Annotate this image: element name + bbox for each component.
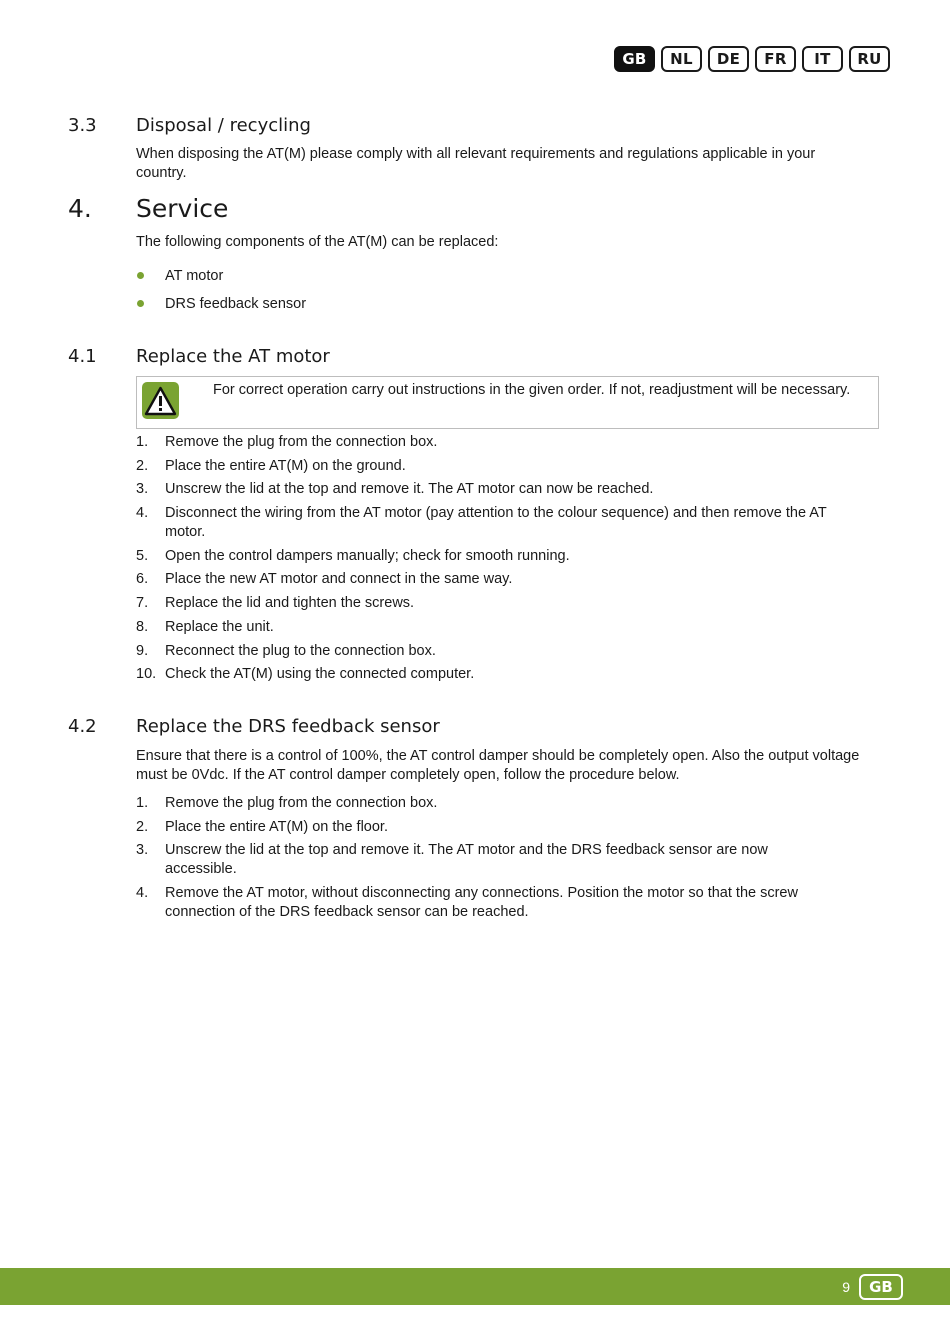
language-tab-nl[interactable]: NL [661,46,702,72]
bullet-icon [137,272,144,279]
list-item: 10. Check the AT(M) using the connected computer. [136,666,475,683]
list-item: DRS feedback sensor [136,295,306,323]
language-tab-fr[interactable]: FR [755,46,796,72]
bullet-icon [137,300,144,307]
motor-replacement-steps [136,433,836,689]
list-item: 3. Unscrew the lid at the top and remove it. The AT motor and the DRS feedback sensor are now accessible. [136,842,768,878]
warning-triangle-icon [142,382,179,419]
warning-box [136,376,879,429]
language-tab-it[interactable]: IT [802,46,843,72]
section-4-number: 4. [68,194,92,223]
section-3-3-text: When disposing the AT(M) please comply with all relevant requirements and regulations applicable in your country. [136,146,816,181]
language-tab-gb[interactable]: GB [614,46,655,72]
list-item: 8. Replace the unit. [136,618,274,635]
list-item: 6. Place the new AT motor and connect in the same way. [136,571,513,588]
section-4-1-title: Replace the AT motor [136,346,330,367]
list-item: 1. Remove the plug from the connection box. [136,434,438,450]
list-item: 2. Place the entire AT(M) on the ground. [136,457,406,474]
section-4-title: Service [136,194,229,223]
section-4-2-title: Replace the DRS feedback sensor [136,716,440,737]
list-item: 7. Replace the lid and tighten the screws. [136,595,415,612]
list-item: 2. Place the entire AT(M) on the floor. [136,818,388,835]
warning-text: For correct operation carry out instructions in the given order. If not, readjustment will be necessary. [213,382,851,398]
component-list [136,267,306,323]
list-item: AT motor [136,267,306,295]
sensor-replacement-steps [136,794,836,927]
list-item: 3. Unscrew the lid at the top and remove it. The AT motor can now be reached. [136,481,654,498]
language-tab-de[interactable]: DE [708,46,749,72]
section-3-3-title: Disposal / recycling [136,115,311,136]
section-4-2-number: 4.2 [68,716,97,737]
language-tabs [614,46,890,72]
list-item: 5. Open the control dampers manually; check for smooth running. [136,547,570,564]
footer-language-badge: GB [859,1274,903,1300]
list-item: 4. Disconnect the wiring from the AT motor (pay attention to the colour sequence) and then remove the AT motor. [136,505,827,541]
section-4-1-number: 4.1 [68,346,97,367]
list-item: 9. Reconnect the plug to the connection box. [136,642,436,659]
list-item: 1. Remove the plug from the connection box. [136,795,438,811]
footer-bar [0,1268,950,1305]
language-tab-ru[interactable]: RU [849,46,890,72]
section-3-3-number: 3.3 [68,115,97,136]
page-number: 9 [842,1279,850,1295]
section-4-intro: The following components of the AT(M) can be replaced: [136,234,499,250]
list-item: 4. Remove the AT motor, without disconnecting any connections. Position the motor so that the screw connection of the DRS feedback sensor can be reached. [136,885,798,921]
section-4-2-intro: Ensure that there is a control of 100%, the AT control damper should be completely open. Also the output voltage must be 0Vdc. If the AT control damper completely open, follow the procedure below. [136,748,860,783]
